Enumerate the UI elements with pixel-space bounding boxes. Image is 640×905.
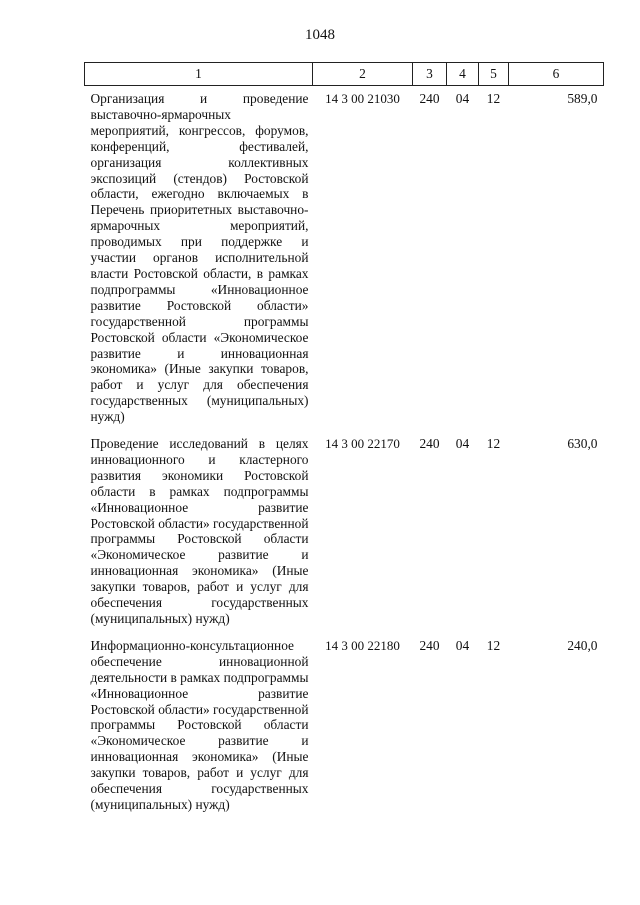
row-target-code: 14 3 00 22180 bbox=[325, 637, 400, 653]
row-amount: 630,0 bbox=[567, 436, 598, 452]
page-number: 1048 bbox=[305, 27, 335, 43]
row-section: 04 bbox=[455, 436, 470, 452]
table-row bbox=[85, 86, 604, 432]
column-header-6: 6 bbox=[509, 63, 604, 86]
table-header-row bbox=[85, 63, 604, 86]
row-expense-type: 240 bbox=[419, 436, 440, 452]
row-amount: 589,0 bbox=[567, 91, 598, 106]
row-description: Информационно-консультационное обеспечение инновационной деятельности в рамках подпрограммы «Инновационное развитие Ростовской области» государственной программы Ростовской области «Экономическое развитие и инновационная экономика» (Иные закупки товаров, работ и услуг для обеспечения государственных (муниципальных) нужд) bbox=[90, 637, 309, 812]
row-subsection: 12 bbox=[486, 91, 501, 106]
row-subsection: 12 bbox=[486, 637, 501, 653]
column-header-5: 5 bbox=[479, 63, 509, 86]
row-section: 04 bbox=[455, 91, 470, 106]
row-target-code: 14 3 00 21030 bbox=[325, 91, 400, 106]
row-amount: 240,0 bbox=[567, 637, 598, 653]
row-description: Проведение исследований в целях инновационного и кластерного развития экономики Ростовской области в рамках подпрограммы «Инновационное развитие Ростовской области» государственной программы Ростовской области «Экономическое развитие и инновационная экономика» (Иные закупки товаров, работ и услуг для обеспечения государственных (муниципальных) нужд) bbox=[90, 436, 309, 626]
column-header-1: 1 bbox=[85, 63, 313, 86]
table-row bbox=[85, 431, 604, 633]
row-subsection: 12 bbox=[486, 436, 501, 452]
table-row bbox=[85, 633, 604, 819]
row-expense-type: 240 bbox=[419, 637, 440, 653]
column-header-2: 2 bbox=[313, 63, 413, 86]
row-target-code: 14 3 00 22170 bbox=[325, 436, 400, 452]
column-header-3: 3 bbox=[413, 63, 447, 86]
row-section: 04 bbox=[455, 637, 470, 653]
row-description: Организация и проведение выставочно-ярмарочных мероприятий, конгрессов, форумов, конференций, фестивалей, организация коллективных экспозиций (стендов) Ростовской области, ежегодно включаемых в Перечень приоритетных выставочно-ярмарочных мероприятий, проводимых при поддержке и участии органов исполнительной власти Ростовской области, в рамках подпрограммы «Инновационное развитие Ростовской области» государственной программы Ростовской области «Экономическое развитие и инновационная экономика» (Иные закупки товаров, работ и услуг для обеспечения государственных (муниципальных) нужд) bbox=[90, 91, 309, 425]
column-header-4: 4 bbox=[447, 63, 479, 86]
budget-table bbox=[84, 62, 604, 819]
row-expense-type: 240 bbox=[419, 91, 440, 106]
